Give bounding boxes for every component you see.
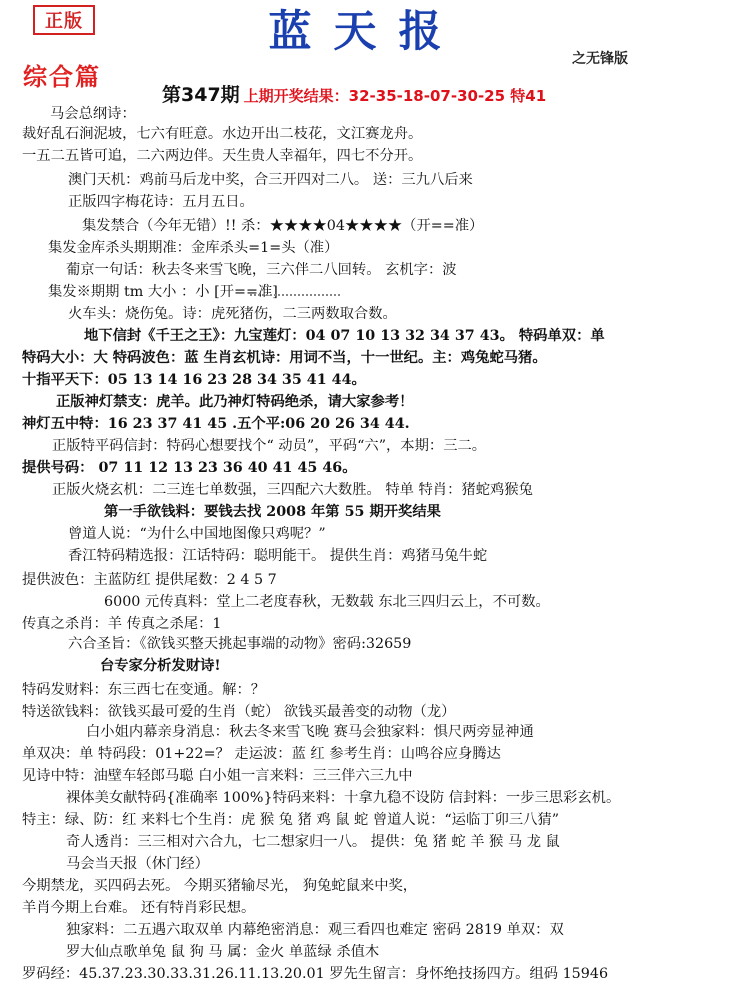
text-line: 集发禁合（今年无错）!! 杀：★★★★04★★★★（开==准） bbox=[82, 218, 484, 234]
text-line: 澳门天机：鸡前马后龙中奖，合三开四对二八。 送：三九八后来 bbox=[68, 172, 473, 188]
text-line: 六合圣旨：《欲钱买整天挑起事端的动物》密码:32659 bbox=[68, 636, 412, 652]
text-line: 提供号码： 07 11 12 13 23 36 40 41 45 46。 bbox=[22, 460, 357, 476]
section-badge: 综合篇 bbox=[23, 62, 101, 91]
text-line: 第一手欲钱料：要钱去找 2008 年第 55 期开奖结果 bbox=[104, 504, 441, 520]
text-line: 正版特平码信封：特码心想要找个“ 动员”，平码“六”，本期：三二。 bbox=[52, 438, 487, 454]
text-line: 特码发财料：东三西七在变通。解：？ bbox=[22, 682, 266, 698]
text-line: 裸体美女献特码{准确率 100%}特码来料：十拿九稳不设防 信封料：一步三思彩玄机。 bbox=[66, 790, 621, 806]
text-line: 羊肖今期上台难。 还有特肖彩民想。 bbox=[22, 900, 256, 916]
issue-number: 第347期 bbox=[162, 84, 240, 106]
text-line: 香江特码精选报：江话特码：聪明能干。 提供生肖：鸡猪马兔牛蛇 bbox=[68, 548, 488, 564]
text-line: 今期禁龙，买四码去死。 今期买猪输尽光， 狗兔蛇鼠来中奖， bbox=[22, 878, 418, 894]
text-line: 台专家分析发财诗! bbox=[100, 658, 221, 674]
text-line: 单双决：单 特码段：01+22=？ 走运波：蓝 红 参考生肖：山鸣谷应身腾达 bbox=[22, 746, 501, 762]
text-line: 特码大小：大 特码波色：蓝 生肖玄机诗：用词不当，十一世纪。主：鸡兔蛇马猪。 bbox=[22, 350, 547, 366]
text-line: 马会总纲诗： bbox=[50, 106, 136, 122]
text-line: 奇人透肖：三三相对六合九，七二想家归一八。 提供：兔 猪 蛇 羊 猴 马 龙 鼠 bbox=[66, 834, 560, 850]
scan-artifact bbox=[250, 294, 340, 302]
issue-row bbox=[162, 80, 546, 107]
text-line: 白小姐内幕亲身消息：秋去冬来雪飞晚 赛马会独家料：惧尺两旁显神通 bbox=[86, 724, 534, 740]
text-line: 见诗中特：油壁车轻郎马聪 白小姐一言来料：三三伴六三九中 bbox=[22, 768, 413, 784]
text-line: 曾道人说：“为什么中国地图像只鸡呢？” bbox=[68, 526, 326, 542]
text-line: 集发※期期 tm 大小 ：小 [开==准] bbox=[48, 284, 278, 300]
text-line: 罗码经：45.37.23.30.33.31.26.11.13.20.01 罗先生留言：身怀绝技扬四方。组码 15946 bbox=[22, 966, 609, 982]
text-line: 火车头：烧伤兔。诗：虎死猪伤，二三两数取合数。 bbox=[68, 306, 397, 322]
text-line: 一五二五皆可追，二六两边伴。天生贵人幸福年，四七不分开。 bbox=[22, 148, 423, 164]
text-line: 传真之杀肖：羊 传真之杀尾：1 bbox=[22, 616, 222, 632]
text-line: 罗大仙点歌单兔 鼠 狗 马 属：金火 单蓝绿 杀值木 bbox=[66, 944, 380, 960]
text-line: 十指平天下：05 13 14 16 23 28 34 35 41 44。 bbox=[22, 372, 366, 388]
text-line: 提供波色：主蓝防红 提供尾数：2 4 5 7 bbox=[22, 572, 277, 588]
text-line: 6000 元传真料：堂上二老度春秋，无数载 东北三四归云上，不可数。 bbox=[104, 594, 550, 610]
text-line: 马会当天报（休门经） bbox=[66, 856, 209, 872]
last-result: 上期开奖结果：32-35-18-07-30-25 特41 bbox=[243, 87, 547, 105]
text-line: 正版四字梅花诗：五月五日。 bbox=[68, 194, 254, 210]
text-line: 葡京一句话：秋去冬来雪飞晚，三六伴二八回转。 玄机字：波 bbox=[66, 262, 457, 278]
text-line: 正版火烧玄机：二三连七单数强，三四配六大数胜。 特单 特肖：猪蛇鸡猴兔 bbox=[52, 482, 533, 498]
text-line: 裁好乱石涧泥坡，七六有旺意。水边开出二枝花，文江赛龙舟。 bbox=[22, 126, 423, 142]
genuine-stamp: 正版 bbox=[33, 5, 95, 35]
text-line: 神灯五中特：16 23 37 41 45 .五个平:06 20 26 34 44. bbox=[22, 416, 410, 432]
edition-subtitle: 之无锋版 bbox=[572, 51, 628, 67]
text-line: 正版神灯禁支：虎羊。此乃神灯特码绝杀，请大家参考！ bbox=[56, 394, 414, 410]
text-line: 特主：绿、防：红 来料七个生肖：虎 猴 兔 猪 鸡 鼠 蛇 曾道人说：“运临丁卯三八猜” bbox=[22, 812, 560, 828]
text-line: 地下信封《千王之王》：九宝莲灯：04 07 10 13 32 34 37 43。 特码单双：单 bbox=[84, 328, 605, 344]
text-line: 集发金库杀头期期准：金库杀头=1=头（准） bbox=[48, 240, 339, 256]
text-line: 独家料：二五遇六取双单 内幕绝密消息：观三看四也难定 密码 2819 单双：双 bbox=[66, 922, 564, 938]
newspaper-title: 蓝天报 bbox=[268, 7, 464, 57]
text-line: 特送欲钱料：欲钱买最可爱的生肖（蛇） 欲钱买最善变的动物（龙） bbox=[22, 704, 456, 720]
